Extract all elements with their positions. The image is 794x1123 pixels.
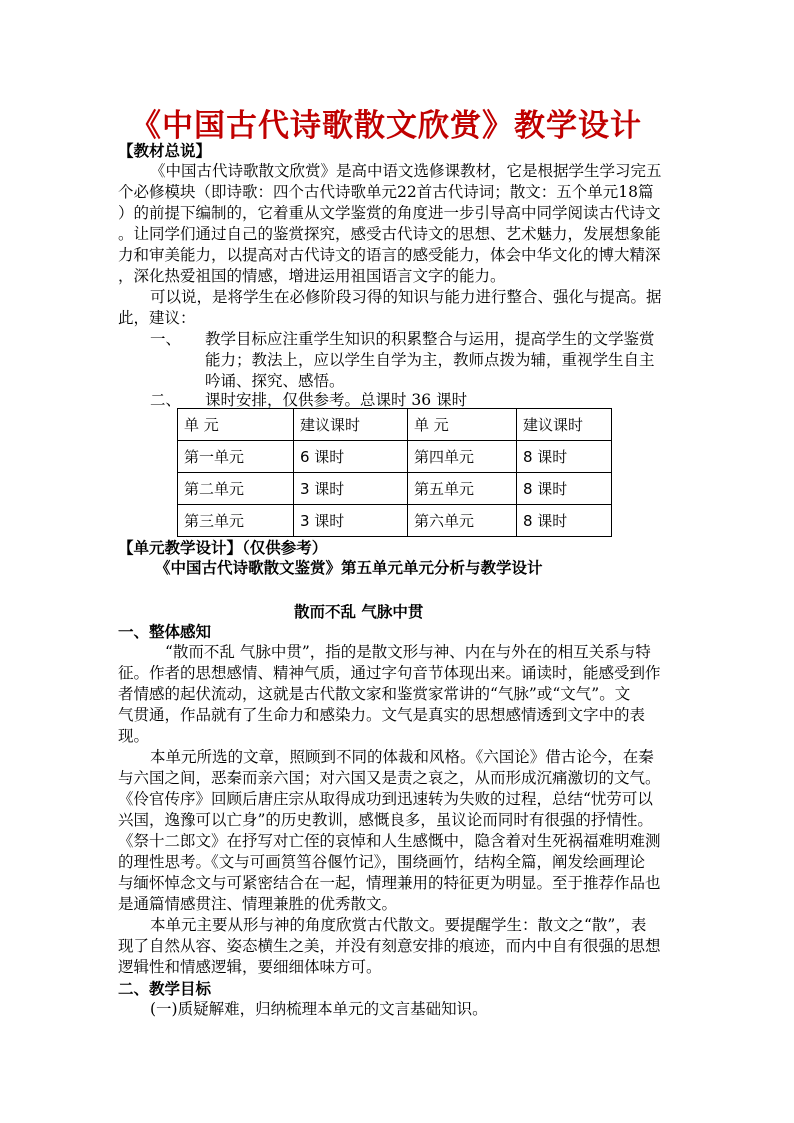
overview-heading: 【教材总说】: [118, 141, 212, 160]
unit-topic: 散而不乱 气脉中贯: [294, 602, 424, 621]
section1-para2-line: 兴国，逸豫可以亡身”的历史教训，感慨良多，虽议论而同时有很强的抒情性。: [118, 811, 653, 829]
table-cell: 8 课时: [517, 473, 612, 505]
table-row: [178, 505, 612, 537]
overview-para1-line: 《中国古代诗歌散文欣赏》是高中语文选修课教材，它是根据学生学习完五: [150, 162, 662, 180]
section1-para2-line: 是通篇情感贯注、情理兼胜的优秀散文。: [118, 895, 398, 913]
unit-design-heading: 【单元教学设计】（仅供参考）: [118, 538, 328, 557]
table-row: [178, 441, 612, 473]
section1-para1-line: 征。作者的思想感情、精神气质，通过字句音节体现出来。诵读时，能感受到作: [118, 664, 661, 682]
section1-para2-line: 与六国之间，恶秦而亲六国；对六国又是责之哀之，从而形成沉痛激切的文气。: [118, 769, 661, 787]
section1-para2-line: 《祭十二郎文》在抒写对亡侄的哀悼和人生感慨中，隐含着对生死祸福难明难测: [118, 832, 661, 850]
class-hours-table: [177, 408, 612, 537]
table-cell: 第一单元: [178, 441, 294, 473]
overview-para2-line: 可以说，是将学生在必修阶段习得的知识与能力进行整合、强化与提高。据: [150, 288, 662, 306]
table-cell: 建议课时: [294, 409, 408, 441]
table-cell: 第二单元: [178, 473, 294, 505]
section1-para2-line: 与缅怀悼念文与可紧密结合在一起，情理兼用的特征更为明显。至于推荐作品也: [118, 874, 661, 892]
list-item-line: 教学目标应注重学生知识的积累整合与运用，提高学生的文学鉴赏: [205, 330, 655, 348]
overview-para1-line: 个必修模块（即诗歌：四个古代诗歌单元22首古代诗词；散文：五个单元18篇: [118, 183, 654, 201]
overview-para1-line: ，深化热爱祖国的情感，增进运用祖国语言文字的能力。: [118, 267, 506, 285]
table-row: [178, 409, 612, 441]
section1-para3-line: 逻辑性和情感逻辑，要细细体味方可。: [118, 958, 382, 976]
table-cell: 3 课时: [294, 505, 408, 537]
section1-para2-line: 的理性思考。《文与可画筼筜谷偃竹记》，围绕画竹，结构全篇，阐发绘画理论: [118, 853, 646, 871]
section1-para3-line: 现了自然从容、姿态横生之美，并没有刻意安排的痕迹，而内中自有很强的思想: [118, 937, 661, 955]
table-cell: 建议课时: [517, 409, 612, 441]
table-cell: 6 课时: [294, 441, 408, 473]
table-cell: 单 元: [408, 409, 517, 441]
list-item-line: 课时安排，仅供参考。总课时 36 课时: [205, 391, 468, 409]
section2-line: (一)质疑解难，归纳梳理本单元的文言基础知识。: [150, 1000, 488, 1018]
table-cell: 第六单元: [408, 505, 517, 537]
section1-heading: 一、整体感知: [118, 622, 212, 641]
table-cell: 第四单元: [408, 441, 517, 473]
table-cell: 单 元: [178, 409, 294, 441]
overview-para2-line: 此，建议：: [118, 309, 196, 327]
section1-para2-line: 《伶官传序》回顾后唐庄宗从取得成功到迅速转为失败的过程，总结“忧劳可以: [118, 790, 653, 808]
overview-para1-line: ）的前提下编制的，它着重从文学鉴赏的角度进一步引导高中同学阅读古代诗文: [118, 204, 661, 222]
section1-para1-line: 者情感的起伏流动，这就是古代散文家和鉴赏家常讲的“气脉”或“文气”。文: [118, 685, 631, 703]
list-number: 一、: [150, 330, 182, 348]
section1-para1-line: “散而不乱 气脉中贯”，指的是散文形与神、内在与外在的相互关系与特: [165, 643, 651, 661]
unit-design-subtitle: 《中国古代诗歌散文鉴赏》第五单元单元分析与教学设计: [155, 558, 543, 577]
list-item-line: 吟诵、探究、感悟。: [205, 372, 345, 390]
table-cell: 第三单元: [178, 505, 294, 537]
overview-para1-line: 力和审美能力，以提高对古代诗文的语言的感受能力，体会中华文化的博大精深: [118, 246, 661, 264]
section2-heading: 二、教学目标: [118, 979, 212, 998]
overview-para1-line: 。让同学们通过自己的鉴赏探究，感受古代诗文的思想、艺术魅力，发展想象能: [118, 225, 661, 243]
table-row: [178, 473, 612, 505]
list-item-line: 能力；教法上，应以学生自学为主，教师点拨为辅，重视学生自主: [205, 351, 655, 369]
section1-para3-line: 本单元主要从形与神的角度欣赏古代散文。要提醒学生：散文之“散”，表: [150, 916, 647, 934]
section1-para2-line: 本单元所选的文章，照顾到不同的体裁和风格。《六国论》借古论今，在秦: [150, 748, 654, 766]
list-number: 二、: [150, 391, 182, 409]
table-cell: 第五单元: [408, 473, 517, 505]
table-cell: 8 课时: [517, 505, 612, 537]
section1-para1-line: 气贯通，作品就有了生命力和感染力。文气是真实的思想感情透到文字中的表: [118, 706, 646, 724]
section1-para1-line: 现。: [118, 727, 150, 745]
document-title: 《中国古代诗歌散文欣赏》教学设计: [130, 108, 642, 144]
table-cell: 8 课时: [517, 441, 612, 473]
table-cell: 3 课时: [294, 473, 408, 505]
